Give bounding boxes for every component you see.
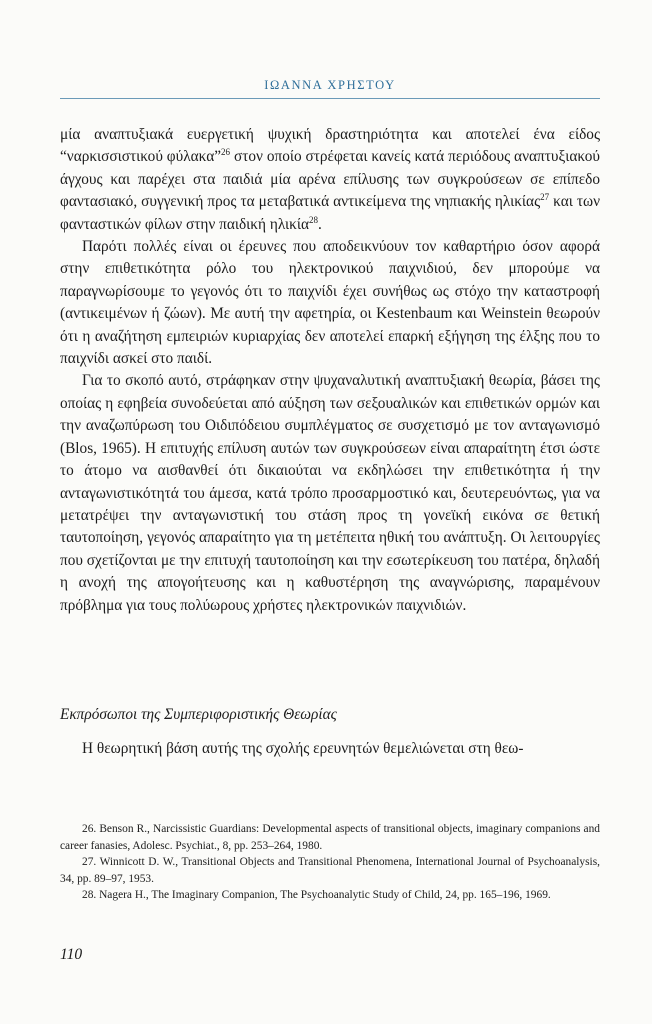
page-number: 110 bbox=[60, 946, 83, 963]
paragraph-1-part-3: και των φανταστικών φίλων στην παιδική ηλικία bbox=[60, 193, 600, 233]
paragraph-1-part-2: στον οποίο στρέφεται κανείς κατά περιόδους αναπτυξιακού άγχους και παρέχει στα παιδιά μία αρένα επίλυσης των συγκρούσεων σε επίπεδο φαντασιακό, συγγενική προς τα μεταβατικά αντικείμενα της νηπιακής ηλικίας bbox=[60, 148, 600, 211]
header-rule bbox=[60, 98, 600, 99]
paragraph-1 bbox=[60, 124, 600, 236]
paragraph-2: Παρότι πολλές είναι οι έρευνες που αποδεικνύουν τον καθαρτήριο όσον αφορά στην επιθετικότητα ρόλο του ηλεκτρονικού παιχνιδιού, δεν μπορούμε να παραγνωρίσουμε το γεγονός ότι το παιχνίδι έχει συνήθως ως στόχο την καταστροφή (αντικειμένων ή ζώων). Με αυτή την αφετηρία, οι Kestenbaum και Weinstein θεωρούν ότι η αναζήτηση εμπειριών κυριαρχίας δεν αποτελεί επαρκή εξήγηση της έλξης που το παιχνίδι ασκεί στο παιδί. bbox=[60, 238, 600, 368]
section-first-line: Η θεωρητική βάση αυτής της σχολής ερευνητών θεμελιώνεται στη θεω- bbox=[82, 740, 524, 757]
footnotes bbox=[60, 821, 600, 904]
footnote-27: 27. Winnicott D. W., Transitional Objects and Transitional Phenomena, International Journal of Psychoanalysis, 34, pp. 89–97, 1953. bbox=[60, 856, 600, 885]
paragraph-1-part-4: . bbox=[318, 215, 322, 233]
footnote-ref-28: 28 bbox=[309, 214, 319, 225]
section-heading: Εκπρόσωποι της Συμπεριφοριστικής Θεωρίας bbox=[60, 706, 337, 723]
paragraph-3: Για το σκοπό αυτό, στράφηκαν στην ψυχαναλυτική αναπτυξιακή θεωρία, βάσει της οποίας η εφηβεία συνοδεύεται από αύξηση των σεξουαλικών και επιθετικών ορμών και την αναζωπύρωση του Οιδιπόδειου συμπλέγματος σε συσχετισμό με τον ανταγωνισμό (Blos, 1965). Η επιτυχής επίλυση αυτών των συγκρούσεων είναι απαραίτητη έτσι ώστε το άτομο να αισθανθεί ότι δικαιούται να εκδηλώσει την επιθετικότητα ή την ανταγωνιστικότητά του άμεσα, κατά τρόπο προσαρμοστικό και, δευτερευόντως, για να μετατρέψει την ανταγωνιστική του στάση προς τη γονεϊκή εικόνα σε θετική ταυτοποίηση, γεγονός απαραίτητο για τη μετέπειτα ηθική του ανάπτυξη. Οι λειτουργίες που σχετίζονται με την επιτυχή ταυτοποίηση και την εσωτερίκευση του πατέρα, δηλαδή η ανοχή της απογοήτευσης και η καθυστέρηση της αναγνώρισης, παραμένουν πρόβλημα για τους πολύωρους χρήστες ηλεκτρονικών παιχνιδιών. bbox=[60, 372, 600, 614]
paragraph-1-part-1: μία αναπτυξιακά ευεργετική ψυχική δραστηριότητα και αποτελεί ένα είδος “ναρκισσιστικού φύλακα” bbox=[60, 126, 600, 166]
body-text bbox=[60, 124, 600, 617]
footnote-ref-26: 26 bbox=[221, 147, 231, 158]
footnote-ref-27: 27 bbox=[540, 192, 550, 203]
running-header: ΙΩΑΝΝΑ ΧΡΗΣΤΟΥ bbox=[264, 78, 396, 92]
footnote-28: 28. Nagera H., The Imaginary Companion, The Psychoanalytic Study of Child, 24, pp. 165–196, 1969. bbox=[82, 889, 551, 902]
footnote-26: 26. Benson R., Narcissistic Guardians: Developmental aspects of transitional objects, imaginary companions and career fanasies, Adolesc. Psychiat., 8, pp. 253–264, 1980. bbox=[60, 823, 600, 852]
